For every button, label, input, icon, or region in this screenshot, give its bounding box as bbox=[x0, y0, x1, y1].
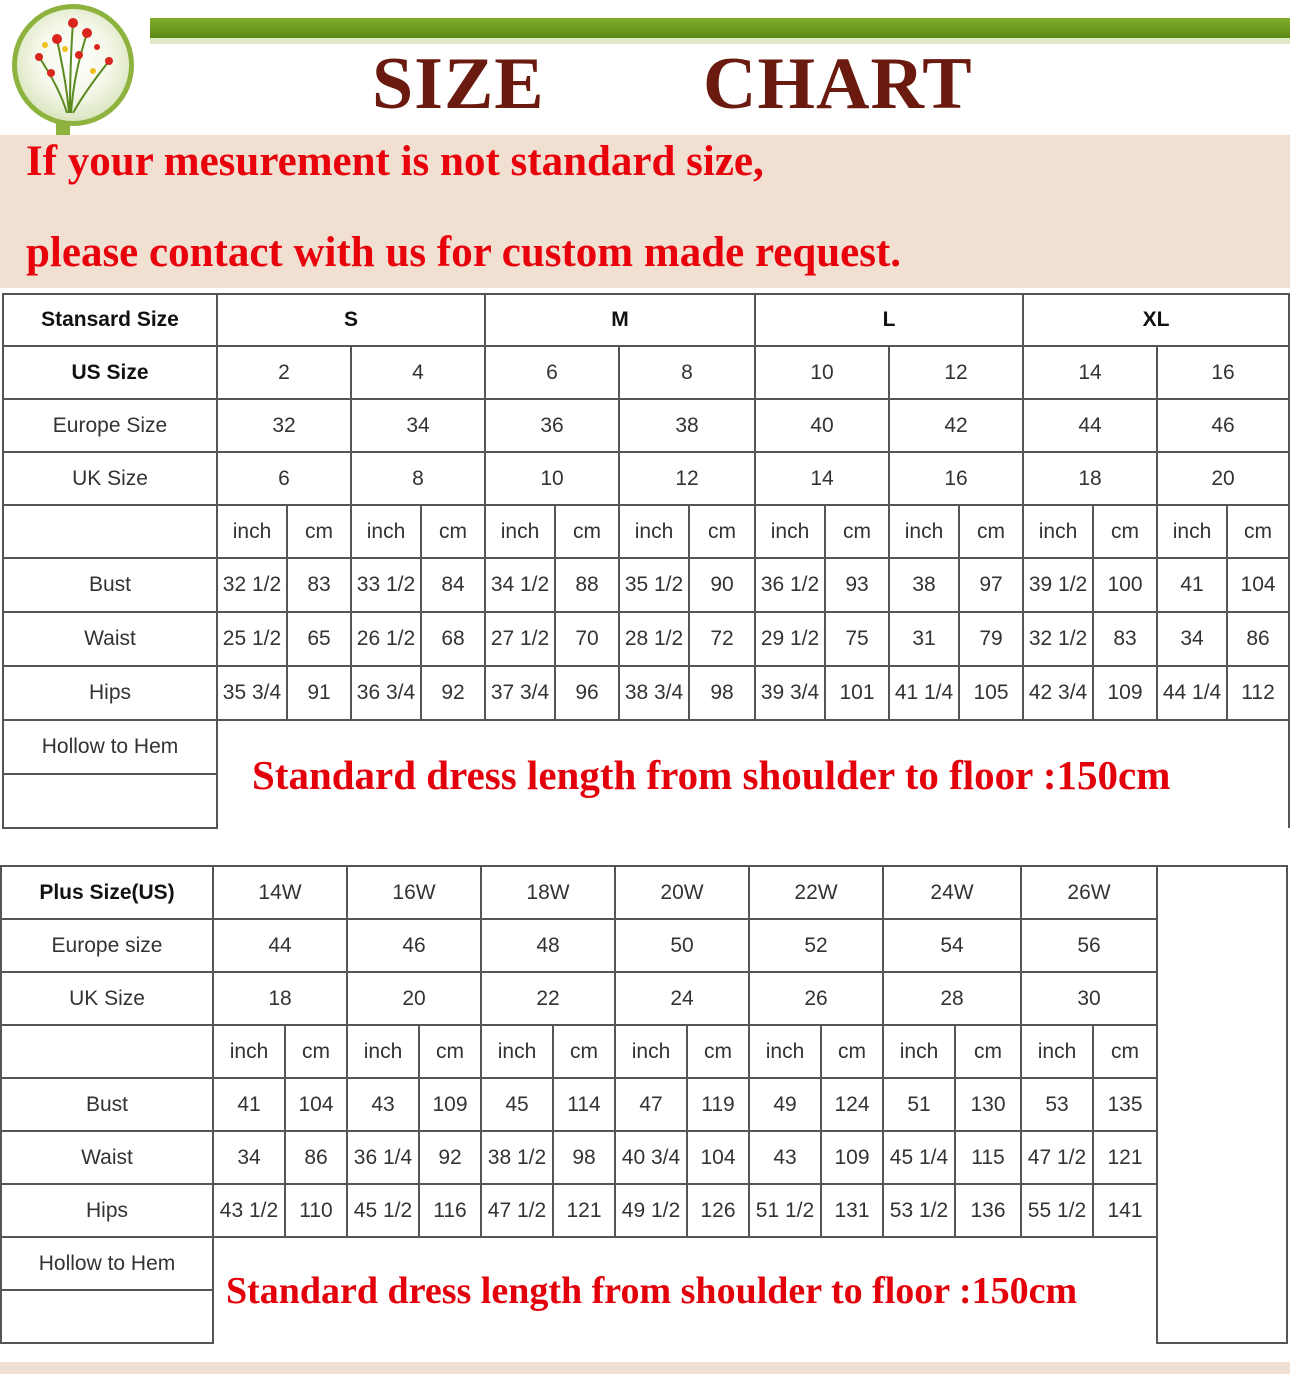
unit-cell: cm bbox=[1093, 1025, 1157, 1078]
table-cell: 51 1/2 bbox=[749, 1184, 821, 1237]
unit-cell: inch bbox=[1023, 505, 1093, 558]
table-cell: 41 bbox=[213, 1078, 285, 1131]
table-cell: 20 bbox=[347, 972, 481, 1025]
table-cell: 45 1/2 bbox=[347, 1184, 419, 1237]
table-cell: 12 bbox=[889, 346, 1023, 399]
table-cell: 109 bbox=[419, 1078, 481, 1131]
table-cell: 44 1/4 bbox=[1157, 666, 1227, 720]
table-cell: 86 bbox=[285, 1131, 347, 1184]
table-cell: 33 1/2 bbox=[351, 558, 421, 612]
table-cell: 38 bbox=[889, 558, 959, 612]
table-cell: 36 bbox=[485, 399, 619, 452]
table-cell: 20 bbox=[1157, 452, 1289, 505]
unit-cell: inch bbox=[217, 505, 287, 558]
table-cell: 97 bbox=[959, 558, 1023, 612]
unit-cell: inch bbox=[213, 1025, 285, 1078]
table-cell: 136 bbox=[955, 1184, 1021, 1237]
table-row bbox=[1, 1078, 1287, 1131]
table-cell: 10 bbox=[485, 452, 619, 505]
table-cell: 41 1/4 bbox=[889, 666, 959, 720]
table-cell: 38 bbox=[619, 399, 755, 452]
size-group: M bbox=[485, 294, 755, 346]
table-cell: 49 bbox=[749, 1078, 821, 1131]
table-row bbox=[1, 919, 1287, 972]
table-cell: 30 bbox=[1021, 972, 1157, 1025]
table-cell: 31 bbox=[889, 612, 959, 666]
row-label: Bust bbox=[3, 558, 217, 612]
dress-length-note: Standard dress length from shoulder to floor :150cm bbox=[213, 1237, 1157, 1343]
row-label-empty bbox=[1, 1290, 213, 1343]
unit-cell: cm bbox=[1093, 505, 1157, 558]
row-label: UK Size bbox=[1, 972, 213, 1025]
row-label: UK Size bbox=[3, 452, 217, 505]
table-cell: 24 bbox=[615, 972, 749, 1025]
table-cell: 4 bbox=[351, 346, 485, 399]
table-cell: 38 3/4 bbox=[619, 666, 689, 720]
table-cell: 18 bbox=[1023, 452, 1157, 505]
table-cell: 105 bbox=[959, 666, 1023, 720]
table-cell: 98 bbox=[689, 666, 755, 720]
table-cell: 48 bbox=[481, 919, 615, 972]
table-cell: 35 1/2 bbox=[619, 558, 689, 612]
unit-cell: cm bbox=[421, 505, 485, 558]
table-cell: 36 3/4 bbox=[351, 666, 421, 720]
table-cell: 90 bbox=[689, 558, 755, 612]
table-cell: 43 bbox=[347, 1078, 419, 1131]
table-cell: 104 bbox=[687, 1131, 749, 1184]
table-cell: 39 3/4 bbox=[755, 666, 825, 720]
table-cell: 114 bbox=[553, 1078, 615, 1131]
table-cell: 34 1/2 bbox=[485, 558, 555, 612]
unit-cell: cm bbox=[825, 505, 889, 558]
table-cell: 141 bbox=[1093, 1184, 1157, 1237]
unit-cell: inch bbox=[755, 505, 825, 558]
table-cell: 68 bbox=[421, 612, 485, 666]
title-chart-word: CHART bbox=[703, 43, 973, 125]
unit-cell: cm bbox=[285, 1025, 347, 1078]
row-label: Hips bbox=[1, 1184, 213, 1237]
table-cell: 119 bbox=[687, 1078, 749, 1131]
table-cell: 115 bbox=[955, 1131, 1021, 1184]
table-cell: 43 bbox=[749, 1131, 821, 1184]
table-row bbox=[1, 1237, 1287, 1290]
table-cell: 18W bbox=[481, 866, 615, 919]
unit-cell: cm bbox=[821, 1025, 883, 1078]
table-row bbox=[1, 972, 1287, 1025]
unit-cell: inch bbox=[351, 505, 421, 558]
table-cell: 35 3/4 bbox=[217, 666, 287, 720]
table-cell: 25 1/2 bbox=[217, 612, 287, 666]
table-cell: 37 3/4 bbox=[485, 666, 555, 720]
unit-cell: cm bbox=[959, 505, 1023, 558]
table-cell: 44 bbox=[1023, 399, 1157, 452]
table-cell: 104 bbox=[1227, 558, 1289, 612]
table-row bbox=[3, 666, 1289, 720]
table-cell: 101 bbox=[825, 666, 889, 720]
table-cell: 65 bbox=[287, 612, 351, 666]
table-cell: 28 bbox=[883, 972, 1021, 1025]
table-cell: 98 bbox=[553, 1131, 615, 1184]
table-cell: 54 bbox=[883, 919, 1021, 972]
table-cell: 22W bbox=[749, 866, 883, 919]
page-title bbox=[0, 44, 1290, 124]
unit-cell: cm bbox=[555, 505, 619, 558]
table-cell: 43 1/2 bbox=[213, 1184, 285, 1237]
unit-cell: inch bbox=[749, 1025, 821, 1078]
unit-cell: cm bbox=[553, 1025, 615, 1078]
notice-line-2: please contact with us for custom made request. bbox=[26, 229, 902, 276]
unit-cell: inch bbox=[481, 1025, 553, 1078]
table-row bbox=[3, 720, 1289, 774]
table-cell: 40 3/4 bbox=[615, 1131, 687, 1184]
dress-length-note: Standard dress length from shoulder to floor :150cm bbox=[217, 720, 1289, 828]
table-cell: 109 bbox=[821, 1131, 883, 1184]
table-cell: 32 1/2 bbox=[217, 558, 287, 612]
table-cell: 47 bbox=[615, 1078, 687, 1131]
size-group: L bbox=[755, 294, 1023, 346]
table-cell: 93 bbox=[825, 558, 889, 612]
table-cell: 40 bbox=[755, 399, 889, 452]
table-cell: 88 bbox=[555, 558, 619, 612]
unit-cell: inch bbox=[485, 505, 555, 558]
row-label: Hollow to Hem bbox=[1, 1237, 213, 1290]
table-row bbox=[3, 346, 1289, 399]
row-label: US Size bbox=[3, 346, 217, 399]
table-cell: 14 bbox=[1023, 346, 1157, 399]
table-cell: 39 1/2 bbox=[1023, 558, 1093, 612]
unit-cell: inch bbox=[347, 1025, 419, 1078]
row-label-empty bbox=[1, 1025, 213, 1078]
table-cell: 100 bbox=[1093, 558, 1157, 612]
table-row bbox=[3, 452, 1289, 505]
table-cell: 42 bbox=[889, 399, 1023, 452]
table-cell: 46 bbox=[1157, 399, 1289, 452]
table-cell: 47 1/2 bbox=[1021, 1131, 1093, 1184]
table-cell: 55 1/2 bbox=[1021, 1184, 1093, 1237]
table-row bbox=[3, 612, 1289, 666]
row-label: Hips bbox=[3, 666, 217, 720]
table-cell: 36 1/2 bbox=[755, 558, 825, 612]
table-cell: 24W bbox=[883, 866, 1021, 919]
table-cell: 79 bbox=[959, 612, 1023, 666]
table-cell: 53 1/2 bbox=[883, 1184, 955, 1237]
table-cell: 44 bbox=[213, 919, 347, 972]
unit-cell: inch bbox=[1021, 1025, 1093, 1078]
table-cell: 29 1/2 bbox=[755, 612, 825, 666]
table-cell: 53 bbox=[1021, 1078, 1093, 1131]
row-label: Waist bbox=[3, 612, 217, 666]
unit-cell: inch bbox=[1157, 505, 1227, 558]
table-cell: 26 bbox=[749, 972, 883, 1025]
table-cell: 116 bbox=[419, 1184, 481, 1237]
table-cell: 56 bbox=[1021, 919, 1157, 972]
table-cell: 75 bbox=[825, 612, 889, 666]
unit-cell: cm bbox=[419, 1025, 481, 1078]
table-cell: 36 1/4 bbox=[347, 1131, 419, 1184]
table-cell: 84 bbox=[421, 558, 485, 612]
table-cell: 12 bbox=[619, 452, 755, 505]
table-row bbox=[3, 505, 1289, 558]
table-cell: 96 bbox=[555, 666, 619, 720]
unit-cell: inch bbox=[883, 1025, 955, 1078]
table-cell: 72 bbox=[689, 612, 755, 666]
table-cell: 70 bbox=[555, 612, 619, 666]
table-cell: 32 1/2 bbox=[1023, 612, 1093, 666]
table-cell: 14W bbox=[213, 866, 347, 919]
table-row bbox=[1, 1131, 1287, 1184]
table-cell: 112 bbox=[1227, 666, 1289, 720]
row-label: Hollow to Hem bbox=[3, 720, 217, 774]
blank-column bbox=[1157, 866, 1287, 1343]
table-row bbox=[1, 1025, 1287, 1078]
table-cell: 26W bbox=[1021, 866, 1157, 919]
table-cell: 32 bbox=[217, 399, 351, 452]
table-cell: 34 bbox=[351, 399, 485, 452]
unit-cell: cm bbox=[287, 505, 351, 558]
table-cell: 47 1/2 bbox=[481, 1184, 553, 1237]
table-cell: 38 1/2 bbox=[481, 1131, 553, 1184]
custom-size-notice bbox=[0, 135, 1290, 288]
size-group: S bbox=[217, 294, 485, 346]
table-cell: 51 bbox=[883, 1078, 955, 1131]
row-label-empty bbox=[3, 774, 217, 828]
table-cell: 109 bbox=[1093, 666, 1157, 720]
row-label-empty bbox=[3, 505, 217, 558]
table-cell: 28 1/2 bbox=[619, 612, 689, 666]
unit-cell: inch bbox=[619, 505, 689, 558]
row-label: Stansard Size bbox=[3, 294, 217, 346]
table-cell: 45 1/4 bbox=[883, 1131, 955, 1184]
unit-cell: cm bbox=[955, 1025, 1021, 1078]
table-cell: 110 bbox=[285, 1184, 347, 1237]
table-cell: 92 bbox=[419, 1131, 481, 1184]
table-cell: 16W bbox=[347, 866, 481, 919]
table-cell: 34 bbox=[1157, 612, 1227, 666]
table-cell: 41 bbox=[1157, 558, 1227, 612]
table-cell: 45 bbox=[481, 1078, 553, 1131]
table-cell: 2 bbox=[217, 346, 351, 399]
table-cell: 6 bbox=[485, 346, 619, 399]
table-cell: 50 bbox=[615, 919, 749, 972]
table-row bbox=[1, 866, 1287, 919]
table-cell: 26 1/2 bbox=[351, 612, 421, 666]
table-cell: 20W bbox=[615, 866, 749, 919]
title-size-word: SIZE bbox=[372, 43, 545, 125]
standard-size-table bbox=[2, 293, 1290, 829]
row-label: Europe size bbox=[1, 919, 213, 972]
unit-cell: inch bbox=[615, 1025, 687, 1078]
table-cell: 22 bbox=[481, 972, 615, 1025]
table-cell: 34 bbox=[213, 1131, 285, 1184]
table-row bbox=[1, 1184, 1287, 1237]
row-label: Bust bbox=[1, 1078, 213, 1131]
unit-cell: cm bbox=[1227, 505, 1289, 558]
table-row bbox=[3, 558, 1289, 612]
table-cell: 104 bbox=[285, 1078, 347, 1131]
table-cell: 8 bbox=[619, 346, 755, 399]
unit-cell: cm bbox=[687, 1025, 749, 1078]
plus-size-table bbox=[0, 865, 1288, 1344]
table-cell: 18 bbox=[213, 972, 347, 1025]
table-row bbox=[3, 294, 1289, 346]
row-label: Waist bbox=[1, 1131, 213, 1184]
table-cell: 86 bbox=[1227, 612, 1289, 666]
table-cell: 126 bbox=[687, 1184, 749, 1237]
table-cell: 52 bbox=[749, 919, 883, 972]
table-row bbox=[3, 399, 1289, 452]
table-cell: 6 bbox=[217, 452, 351, 505]
table-cell: 8 bbox=[351, 452, 485, 505]
unit-cell: inch bbox=[889, 505, 959, 558]
table-cell: 16 bbox=[889, 452, 1023, 505]
notice-line-1: If your mesurement is not standard size, bbox=[26, 138, 764, 185]
table-cell: 91 bbox=[287, 666, 351, 720]
table-cell: 83 bbox=[1093, 612, 1157, 666]
table-cell: 16 bbox=[1157, 346, 1289, 399]
table-cell: 10 bbox=[755, 346, 889, 399]
table-cell: 135 bbox=[1093, 1078, 1157, 1131]
size-group: XL bbox=[1023, 294, 1289, 346]
table-cell: 27 1/2 bbox=[485, 612, 555, 666]
table-cell: 42 3/4 bbox=[1023, 666, 1093, 720]
footer-strip bbox=[0, 1362, 1290, 1374]
row-label: Plus Size(US) bbox=[1, 866, 213, 919]
table-cell: 14 bbox=[755, 452, 889, 505]
table-cell: 46 bbox=[347, 919, 481, 972]
table-cell: 131 bbox=[821, 1184, 883, 1237]
unit-cell: cm bbox=[689, 505, 755, 558]
table-cell: 124 bbox=[821, 1078, 883, 1131]
table-cell: 49 1/2 bbox=[615, 1184, 687, 1237]
header-green-bar bbox=[150, 18, 1290, 38]
table-cell: 92 bbox=[421, 666, 485, 720]
table-cell: 130 bbox=[955, 1078, 1021, 1131]
table-cell: 121 bbox=[1093, 1131, 1157, 1184]
row-label: Europe Size bbox=[3, 399, 217, 452]
table-cell: 83 bbox=[287, 558, 351, 612]
table-cell: 121 bbox=[553, 1184, 615, 1237]
